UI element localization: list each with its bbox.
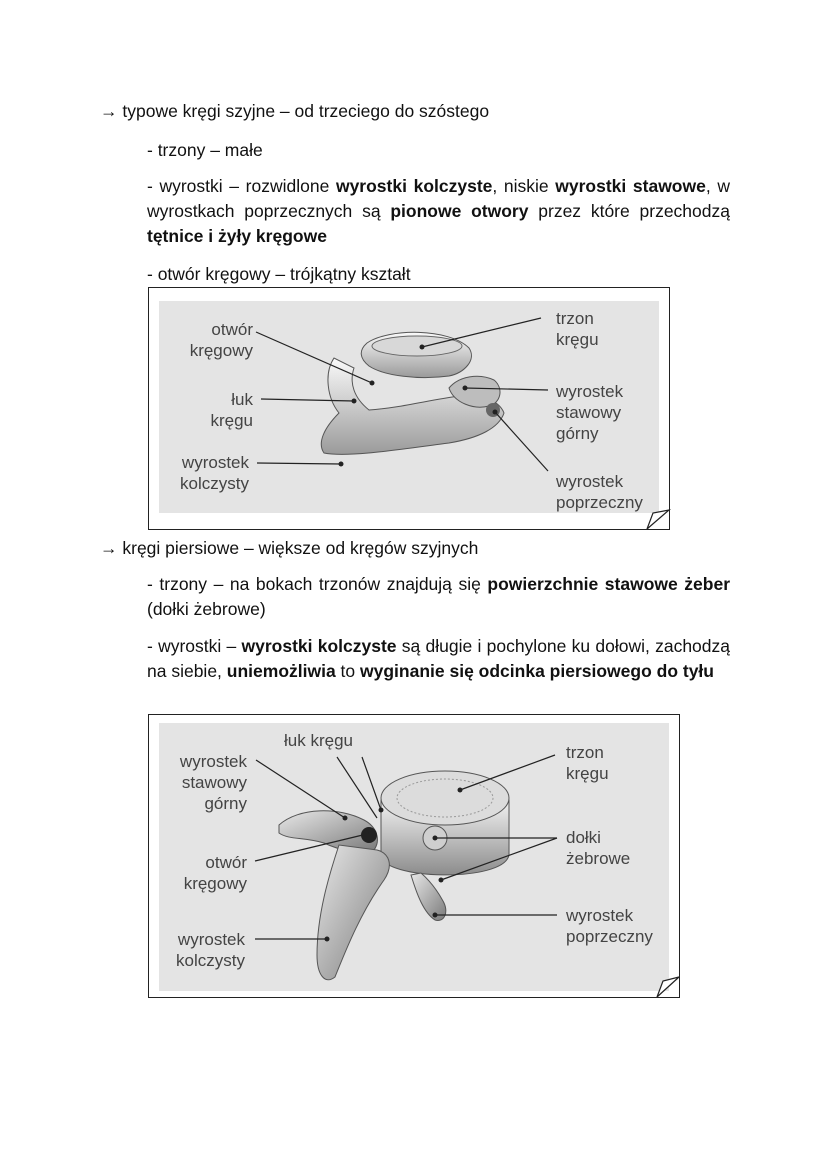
label-wyrostek-poprzeczny [556,471,643,513]
leader-dot [352,399,357,404]
leader-dot [343,816,348,821]
leader-line [460,755,555,790]
text-run: - wyrostki – rozwidlone [147,176,336,196]
label-wyrostek-stawowy-gorny [556,381,623,444]
thoracic-body-item [147,572,730,622]
folded-corner [647,510,669,529]
label-line: łuk [231,390,253,409]
bold-term: powierzchnie stawowe żeber [487,574,731,594]
leader-line [256,332,372,383]
bold-term: uniemożliwia [226,661,336,681]
leader-dot [439,878,444,883]
label-wyrostek-kolczysty [157,929,245,971]
section-heading-cervical: → typowe kręgi szyjne – od trzeciego do szóstego [100,101,490,121]
label-line: poprzeczny [556,493,643,512]
label-line: kolczysty [176,951,245,970]
leader-dot [433,913,438,918]
figure-thoracic-vertebra [148,714,680,998]
thoracic-processes-item [147,634,730,684]
figure-cervical-vertebra [148,287,670,530]
label-line: kręgu [556,330,599,349]
label-line: dołki [566,828,601,847]
bold-term: pionowe otwory [390,201,529,221]
bold-term: tętnice i żyły kręgowe [147,226,327,246]
label-line: otwór [211,320,253,339]
label-trzon-kregu [556,308,599,350]
leader-line [257,463,341,464]
leader-dot [433,836,438,841]
text-run: , w wyrostkach poprzecznych są [147,176,730,221]
label-line: trzon [566,743,604,762]
label-line: wyrostek [556,382,624,401]
cervical-foramen-item: - otwór kręgowy – trójkątny kształt [147,264,411,284]
cervical-processes-item [147,174,730,249]
label-trzon-kregu [566,742,609,784]
leader-dot [420,345,425,350]
label-line: kręgu [566,764,609,783]
label-wyrostek-kolczysty [163,452,249,494]
label-line: kręgu [210,411,253,430]
label-line: stawowy [556,403,622,422]
label-line: wyrostek [179,752,247,771]
label-line: wyrostek [177,930,245,949]
leader-dot [458,788,463,793]
label-line: stawowy [181,773,247,792]
label-line: żebrowe [566,849,631,868]
label-luk-kregu [169,389,253,431]
label-otwor-kregowy [159,852,247,894]
leader-line [495,412,548,471]
leader-line [422,318,541,347]
leader-dot [325,937,330,942]
leader-line [362,757,381,810]
folded-corner [657,977,679,997]
label-line: trzon [556,309,594,328]
leader-dot [369,831,374,836]
text-run: przez które przechodzą [528,201,730,221]
text-run: to [335,661,361,681]
cervical-body-item: - trzony – małe [147,140,263,160]
label-line: wyrostek [556,472,624,491]
label-line: kręgowy [189,341,253,360]
text-run: - trzony – na bokach trzonów znajdują się [147,574,488,594]
label-wyrostek-stawowy-gorny [159,751,247,814]
spinous-process-shape [317,845,389,980]
text-run: , niskie [492,176,556,196]
label-line: poprzeczny [566,927,653,946]
leader-line [256,760,345,818]
label-line: wyrostek [181,453,249,472]
bold-term: wyrostki kolczyste [241,636,397,656]
label-line: górny [556,424,599,443]
label-luk-kregu: łuk kręgu [284,731,353,750]
section-heading-thoracic: → kręgi piersiowe – większe od kręgów szyjnych [100,538,479,558]
text-run: - wyrostki – [147,636,242,656]
leader-dot [463,386,468,391]
label-line: wyrostek [566,906,634,925]
leader-dot [339,462,344,467]
label-line: otwór [205,853,247,872]
label-dolki-zebrowe [566,827,630,869]
label-line: górny [204,794,247,813]
label-line: kolczysty [180,474,249,493]
vertebral-body-top [372,336,462,356]
bold-term: wyginanie się odcinka piersiowego do tyłu [360,661,714,681]
leader-dot [493,410,498,415]
label-wyrostek-poprzeczny [566,905,653,947]
leader-dot [370,381,375,386]
bold-term: wyrostki kolczyste [335,176,493,196]
leader-line [337,757,377,818]
text-run: są długie i pochylone ku dołowi, zachodzą na siebie, [147,636,730,681]
bold-term: wyrostki stawowe [555,176,706,196]
text-run: (dołki żebrowe) [147,599,266,619]
leader-dot [379,808,384,813]
label-line: kręgowy [183,874,247,893]
label-otwor-kregowy [169,319,253,361]
